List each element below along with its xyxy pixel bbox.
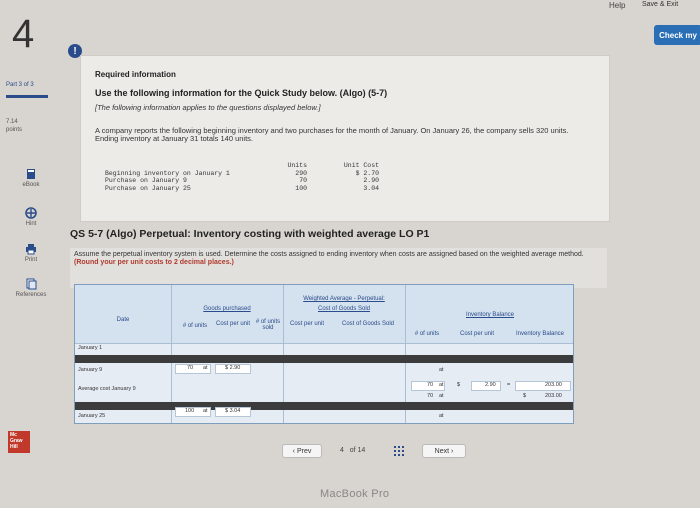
inventory-row-label: Purchase on January 9 (105, 177, 187, 184)
print-tool[interactable] (0, 243, 62, 263)
row-january-9: January 9 (78, 367, 103, 373)
print-icon (25, 243, 37, 255)
chevron-right-icon: › (449, 447, 454, 455)
col-inventory-balance: Inventory Balance (515, 331, 565, 337)
weighted-average-header: Weighted Average - Perpetual: (303, 296, 385, 302)
info-paragraph: A company reports the following beginning inventory and two purchases for the month of January. On January 26, the company sells 320 units. Ending inventory at January 31 totals 140 units. (95, 126, 569, 143)
col-cost-per-unit-3: Cost per unit (459, 331, 495, 337)
inventory-row-cost: $ 2.70 (355, 169, 379, 177)
jan25-at: at (203, 408, 208, 414)
inventory-row-cost: 2.90 (363, 177, 379, 184)
row-january-25: January 25 (78, 413, 106, 419)
cogs-header: Cost of Goods Sold (317, 306, 371, 312)
left-rail (0, 0, 66, 508)
top-bar (0, 0, 700, 14)
jan9-cost: $ 2.90 (225, 365, 241, 371)
references-label: References (15, 292, 47, 298)
grid-icon[interactable] (394, 446, 404, 456)
inventory-row-units: 290 (295, 169, 307, 177)
references-tool[interactable] (0, 278, 62, 298)
points-block (6, 118, 22, 134)
avg-cost: 2.90 (485, 382, 496, 388)
avg-dollar: $ (457, 382, 461, 388)
avg-equals: = (507, 382, 511, 388)
goods-purchased-header: Goods purchased (203, 306, 251, 312)
avg-at-1: at (439, 382, 444, 388)
col-units: # of units (182, 323, 208, 329)
jan25-units: 100 (185, 408, 195, 414)
alert-icon: ! (68, 44, 82, 58)
page-indicator (340, 447, 365, 454)
current-page: 4 (340, 447, 344, 454)
jan9-units: 70 (187, 365, 194, 371)
avg-at-2: at (439, 393, 444, 399)
avg-at-top: at (439, 367, 444, 373)
page-total: of 14 (349, 447, 366, 454)
print-label: Print (24, 257, 38, 263)
part-progress-bar (6, 95, 48, 98)
avg-dollar-2: $ (523, 393, 527, 399)
hint-label: Hint (25, 221, 37, 227)
inventory-units-header: Units (287, 162, 307, 169)
next-button[interactable] (422, 444, 466, 458)
avg-balance-1: 203.00 (545, 382, 562, 388)
info-note: [The following information applies to the questions displayed below.] (95, 103, 321, 112)
save-exit-link[interactable]: Save & Exit (642, 1, 679, 8)
required-info-title: Required information (95, 70, 176, 79)
next-label: Next (434, 447, 450, 455)
inventory-row (105, 185, 425, 193)
inventory-row (105, 170, 425, 178)
hint-icon (25, 207, 37, 219)
inventory-cost-header: Unit Cost (343, 162, 379, 169)
inventory-row-cost: 3.04 (363, 184, 379, 192)
question-navigation (282, 442, 470, 462)
row-january-1: January 1 (78, 345, 103, 351)
col-units-3: # of units (414, 331, 440, 337)
jan25-at-right: at (439, 413, 444, 419)
hint-tool[interactable] (0, 207, 62, 227)
jan9-at: at (203, 365, 208, 371)
question-number: 4 (12, 12, 35, 56)
avg-balance-2: 203.00 (545, 393, 562, 399)
date-header: Date (116, 317, 130, 323)
inventory-balance-header: Inventory Balance (465, 312, 515, 318)
question-title: QS 5-7 (Algo) Perpetual: Inventory costing with weighted average LO P1 (70, 228, 430, 240)
inventory-row-units: 100 (295, 184, 307, 192)
weighted-average-table (74, 284, 574, 424)
ebook-label: eBook (22, 182, 40, 188)
points-label: points (6, 127, 23, 133)
prev-label: Prev (296, 447, 312, 455)
row-average-cost: Average cost January 9 (78, 386, 136, 392)
chevron-left-icon: ‹ (292, 447, 297, 455)
inventory-row-label: Beginning inventory on January 1 (105, 169, 230, 177)
col-units-sold: # of units sold (255, 319, 281, 331)
avg-balance-input[interactable] (515, 381, 571, 391)
inventory-row-label: Purchase on January 25 (105, 184, 191, 192)
row-divider (75, 355, 574, 363)
col-cost-per-unit: Cost per unit (215, 321, 251, 327)
row-divider (75, 402, 574, 410)
jan25-cost: $ 3.04 (225, 408, 241, 414)
points-value: 7.14 (6, 119, 18, 125)
inventory-data-block (105, 162, 425, 192)
col-cogs: Cost of Goods Sold (341, 321, 395, 327)
inventory-row (105, 177, 425, 185)
book-icon (25, 168, 37, 180)
instructions-text: Assume the perpetual inventory system is used. Determine the costs assigned to ending inventory when costs are assigned based on the weighted average method. (74, 251, 584, 258)
part-indicator: Part 3 of 3 (6, 82, 34, 88)
ebook-tool[interactable] (0, 168, 62, 188)
check-my-work-button[interactable]: Check my (654, 25, 700, 45)
info-heading: Use the following information for the Quick Study below. (Algo) (5-7) (95, 88, 388, 98)
required-information-card (80, 55, 610, 222)
avg-units-2: 70 (427, 393, 434, 399)
instructions-emphasis: (Round your per unit costs to 2 decimal places.) (74, 259, 234, 266)
instructions-box (70, 248, 607, 288)
avg-units-1: 70 (427, 382, 434, 388)
mcgraw-hill-logo: Mc Graw Hill (8, 431, 30, 453)
references-icon (25, 278, 37, 290)
prev-button[interactable] (282, 444, 322, 458)
device-brand: MacBook Pro (320, 488, 390, 500)
inventory-row-units: 70 (299, 177, 307, 184)
col-cost-per-unit-2: Cost per unit (289, 321, 325, 327)
help-link[interactable]: Help (609, 1, 626, 10)
